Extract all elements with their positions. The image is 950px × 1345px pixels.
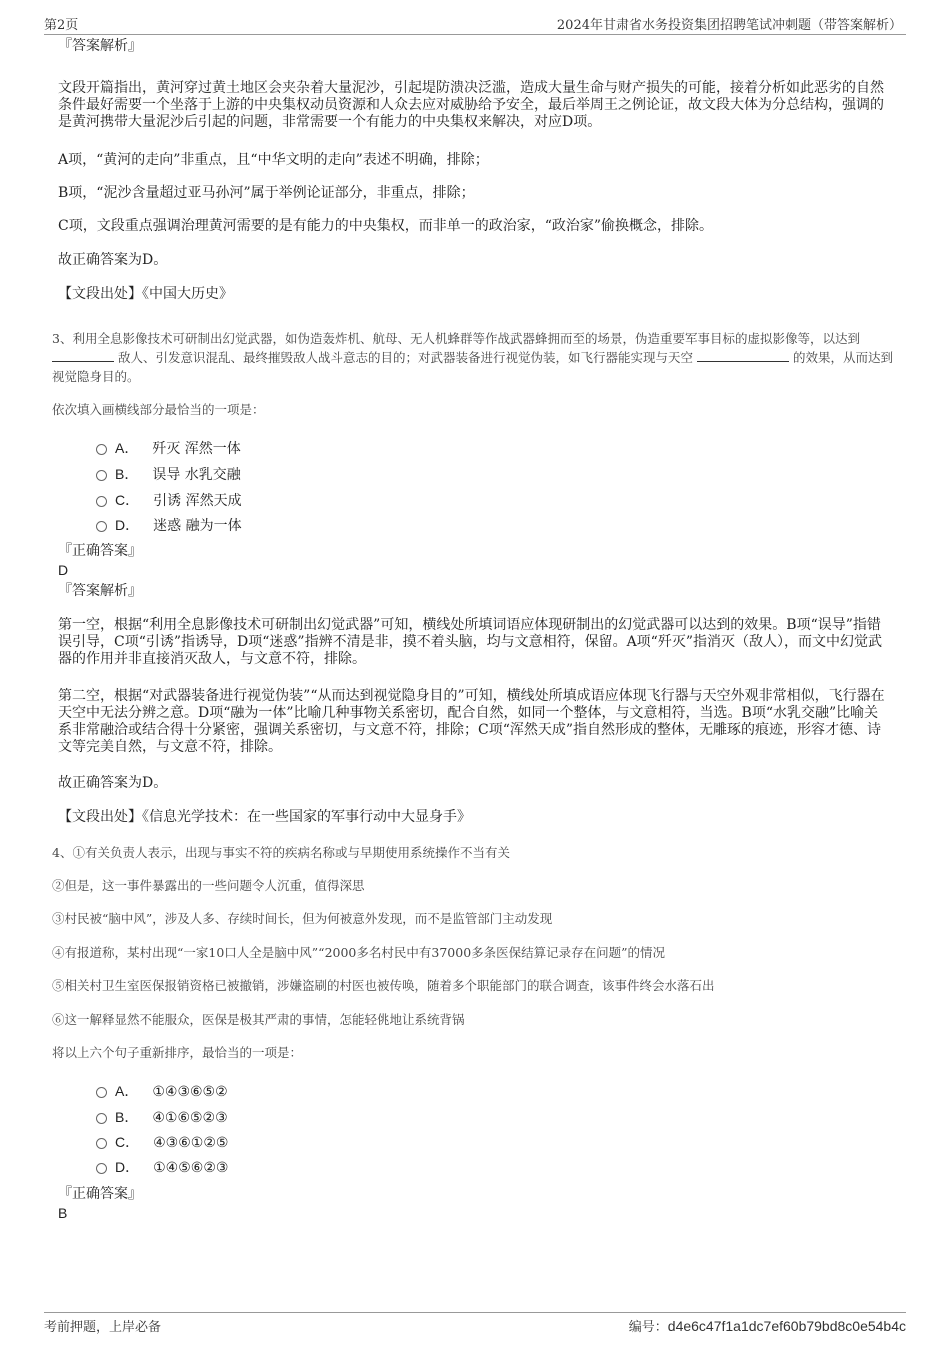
radio-icon[interactable] <box>96 444 107 455</box>
q3-analysis-label: 『答案解析』 <box>58 583 142 599</box>
document-code: 编号：d4e6c47f1a1dc7ef60b79bd8c0e54b4c <box>628 1318 906 1335</box>
q3-analysis-para-2: 第二空，根据“对武器装备进行视觉伪装”“从而达到视觉隐身目的”可知，横线处所填成语应体现飞行器与天空外观非常相似，飞行器在天空中无法分辨之意。D项“融为一体”比喻几种事物关系密切，配合自然，如同一个整体，与文意相符，当选。B项“水乳交融”比喻关系非常融洽或结合得十分紧密，强调关系密切，与文意不符，排除；C项“浑然天成”指自然形成的整体，无雕琢的痕迹，形容才德、诗文等完美自然，与文意不符，排除。 <box>58 688 885 755</box>
q2-analysis-a: A项，“黄河的走向”非重点，且“中华文明的走向”表述不明确，排除； <box>58 152 489 168</box>
q4-sentence-3: ③村民被“脑中风”，涉及人多、存续时间长，但为何被意外发现，而不是监管部门主动发现 <box>52 911 553 926</box>
q2-analysis-c: C项，文段重点强调治理黄河需要的是有能力的中央集权，而非单一的政治家，“政治家”偷换概念，排除。 <box>58 218 714 234</box>
q4-correct-label: 『正确答案』 <box>58 1186 142 1202</box>
q4-instruction: 将以上六个句子重新排序，最恰当的一项是： <box>52 1045 303 1060</box>
q3-instruction: 依次填入画横线部分最恰当的一项是： <box>52 402 265 417</box>
q3-option-b[interactable]: B． 误导 水乳交融 <box>96 464 241 484</box>
q2-conclusion: 故正确答案为D。 <box>58 252 168 268</box>
q4-option-c[interactable]: C． ④③⑥①②⑤ <box>96 1132 228 1152</box>
footer-slogan: 考前押题，上岸必备 <box>44 1320 162 1335</box>
q4-correct-answer: B <box>58 1205 68 1221</box>
q4-option-a[interactable]: A． ①④③⑥⑤② <box>96 1081 228 1101</box>
q3-option-d[interactable]: D． 迷惑 融为一体 <box>96 515 242 535</box>
q2-analysis-label: 『答案解析』 <box>58 38 142 54</box>
page-footer <box>44 1312 906 1335</box>
q3-option-a[interactable]: A． 歼灭 浑然一体 <box>96 438 241 458</box>
q3-analysis-para-1: 第一空，根据“利用全息影像技术可研制出幻觉武器”可知，横线处所填词语应体现研制出的幻觉武器可以达到的效果。B项“误导”指错误引导，C项“引诱”指诱导，D项“迷惑”指辨不清是非，摸不着头脑，均与文意相符，保留。A项“歼灭”指消灭（敌人），而文中幻觉武器的作用并非直接消灭敌人，与文意不符，排除。 <box>58 617 882 667</box>
page-number: 第2页 <box>44 18 79 33</box>
q3-option-c[interactable]: C． 引诱 浑然天成 <box>96 490 242 510</box>
radio-icon[interactable] <box>96 1163 107 1174</box>
q3-correct-label: 『正确答案』 <box>58 543 142 559</box>
page-header <box>44 14 906 35</box>
q3-blank-1 <box>52 348 114 362</box>
q4-sentence-4: ④有报道称，某村出现“一家10口人全是脑中风”“2000多名村民中有37000多条医保结算记录存在问题”的情况 <box>52 945 666 960</box>
q4-sentence-5: ⑤相关村卫生室医保报销资格已被撤销，涉嫌盗刷的村医也被传唤，随着多个职能部门的联合调查，该事件终会水落石出 <box>52 978 715 993</box>
q3-source: 【文段出处】《信息光学技术：在一些国家的军事行动中大显身手》 <box>58 809 471 825</box>
q4-option-d[interactable]: D． ①④⑤⑥②③ <box>96 1157 228 1177</box>
radio-icon[interactable] <box>96 1087 107 1098</box>
q4-option-b[interactable]: B． ④①⑥⑤②③ <box>96 1107 228 1127</box>
document-title: 2024年甘肃省水务投资集团招聘笔试冲刺题（带答案解析） <box>556 18 902 33</box>
q4-sentence-1: 4、①有关负责人表示，出现与事实不符的疾病名称或与早期使用系统操作不当有关 <box>52 845 510 860</box>
q4-sentence-6: ⑥这一解释显然不能服众，医保是极其严肃的事情，怎能轻佻地让系统背锅 <box>52 1012 465 1027</box>
q2-analysis-para: 文段开篇指出，黄河穿过黄土地区会夹杂着大量泥沙，引起堤防溃决泛滥，造成大量生命与财产损失的可能，接着分析如此恶劣的自然条件最好需要一个坐落于上游的中央集权动员资源和人众去应对威胁给予安全，最后举周王之例论证，故文段大体为分总结构，强调的是黄河携带大量泥沙后引起的问题，非常需要一个有能力的中央集权来解决，对应D项。 <box>58 80 884 130</box>
radio-icon[interactable] <box>96 1138 107 1149</box>
radio-icon[interactable] <box>96 521 107 532</box>
q3-conclusion: 故正确答案为D。 <box>58 775 168 791</box>
q2-source: 【文段出处】《中国大历史》 <box>58 286 233 302</box>
q3-correct-answer: D <box>58 562 69 578</box>
q3-blank-2 <box>697 348 789 362</box>
q2-analysis-b: B项，“泥沙含量超过亚马孙河”属于举例论证部分，非重点，排除； <box>58 185 475 201</box>
q4-sentence-2: ②但是，这一事件暴露出的一些问题令人沉重，值得深思 <box>52 878 365 893</box>
q3-stem: 3、利用全息影像技术可研制出幻觉武器，如伪造轰炸机、航母、无人机蜂群等作战武器蜂拥而至的场景，伪造重要军事目标的虚拟影像等，以达到 敌人、引发意识混乱、最终摧毁敌人战斗意志的目的；对武器装备进行视觉伪装，如飞行器能实现与天空 的效果，从而达到视觉隐身目的。 <box>52 331 893 384</box>
radio-icon[interactable] <box>96 470 107 481</box>
radio-icon[interactable] <box>96 496 107 507</box>
radio-icon[interactable] <box>96 1113 107 1124</box>
